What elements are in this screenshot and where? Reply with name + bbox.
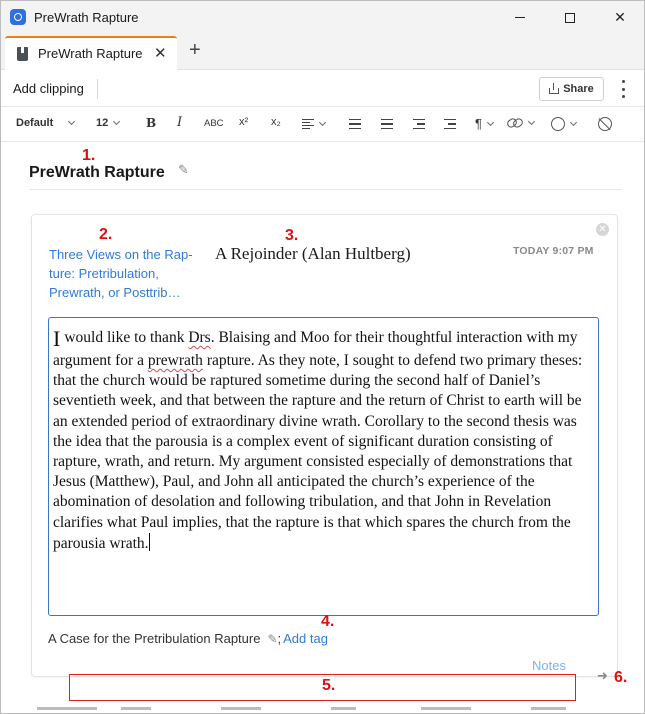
- tab-label: PreWrath Rapture: [38, 46, 143, 61]
- outdent-button[interactable]: [413, 119, 425, 129]
- font-size-value: 12: [96, 117, 109, 129]
- close-window-button[interactable]: [597, 1, 643, 34]
- share-icon: [549, 84, 559, 94]
- action-bar: [1, 71, 644, 107]
- misspelled-word[interactable]: prewrath: [147, 352, 203, 369]
- globe-icon: [551, 117, 565, 131]
- align-left-icon: [302, 119, 314, 129]
- drop-cap: I: [53, 326, 61, 351]
- clear-formatting-button[interactable]: [598, 117, 612, 131]
- window-title: PreWrath Rapture: [34, 10, 139, 25]
- indent-button[interactable]: [444, 119, 456, 129]
- clipping-body[interactable]: [53, 328, 592, 554]
- annotation-marker-4: 4.: [321, 613, 335, 630]
- bullet-list-button[interactable]: [349, 119, 361, 129]
- source-line: ture: Pretribulation,: [49, 266, 159, 281]
- superscript-button[interactable]: x²: [239, 116, 249, 128]
- format-toolbar: [1, 108, 644, 142]
- edit-pencil-icon[interactable]: ✎: [178, 162, 189, 177]
- annotation-marker-1: 1.: [82, 147, 96, 164]
- add-tag-link[interactable]: Add tag: [283, 631, 328, 646]
- annotation-marker-6: 6.: [614, 669, 628, 686]
- align-dropdown[interactable]: [302, 119, 325, 129]
- paragraph-dropdown[interactable]: [475, 116, 493, 131]
- clipping-source-link[interactable]: [49, 245, 204, 302]
- tab-prewrath-rapture[interactable]: [5, 36, 177, 70]
- misspelled-word[interactable]: Drs: [188, 329, 211, 346]
- next-content-preview: [1, 705, 644, 714]
- edit-tag-pencil-icon[interactable]: ✎: [267, 631, 278, 646]
- clipping-timestamp: TODAY 9:07 PM: [513, 245, 594, 257]
- remove-clipping-icon[interactable]: ✕: [596, 223, 609, 236]
- indent-icon: [444, 119, 456, 129]
- chevron-down-icon: [68, 118, 75, 125]
- title-bar: [1, 1, 644, 34]
- more-options-icon[interactable]: [617, 80, 629, 98]
- share-label: Share: [563, 83, 594, 95]
- minimize-button[interactable]: [497, 1, 543, 34]
- clear-format-icon: [598, 117, 612, 131]
- bold-button[interactable]: B: [146, 116, 157, 130]
- outdent-icon: [413, 119, 425, 129]
- minimize-icon: [515, 17, 525, 18]
- pilcrow-icon: ¶: [475, 116, 482, 131]
- annotation-marker-5: 5.: [322, 677, 336, 694]
- notes-link[interactable]: Notes: [532, 658, 566, 673]
- chevron-down-icon: [113, 118, 120, 125]
- tag-row: [48, 631, 328, 646]
- numbered-list-icon: [381, 119, 393, 129]
- tab-bar: [1, 34, 644, 70]
- font-size-dropdown[interactable]: [96, 117, 119, 129]
- style-value: Default: [16, 117, 54, 129]
- maximize-button[interactable]: [547, 1, 593, 34]
- notes-document-icon: [17, 47, 28, 61]
- language-dropdown[interactable]: [551, 117, 576, 131]
- text-cursor: [149, 533, 151, 551]
- chevron-down-icon: [319, 119, 326, 126]
- maximize-icon: [565, 13, 575, 23]
- subscript-button[interactable]: x₂: [271, 116, 281, 128]
- title-divider: [29, 189, 621, 190]
- source-line: Prewrath, or Posttrib…: [49, 285, 181, 300]
- source-line: Three Views on the Rap-: [49, 247, 193, 262]
- body-text: would like to thank: [64, 329, 189, 346]
- numbered-list-button[interactable]: [381, 119, 393, 129]
- tag-label[interactable]: A Case for the Pretribulation Rapture: [48, 631, 261, 646]
- chevron-down-icon: [570, 119, 577, 126]
- tab-close-icon[interactable]: ✕: [154, 45, 167, 62]
- jump-arrow-icon[interactable]: ➜: [597, 668, 608, 683]
- italic-button[interactable]: I: [177, 115, 183, 130]
- link-icon: [507, 118, 523, 128]
- clipping-heading: A Rejoinder (Alan Hultberg): [215, 244, 411, 263]
- style-dropdown[interactable]: [16, 117, 74, 129]
- small-caps-button[interactable]: ABC: [204, 118, 224, 129]
- share-button[interactable]: [539, 77, 604, 101]
- app-logo-icon: [10, 9, 26, 25]
- close-icon: ✕: [614, 9, 626, 25]
- clipping-text-editor[interactable]: [48, 317, 599, 616]
- body-text: rapture. As they note, I sought to defend two primary theses: that the church would be raptured sometime during the second half of Daniel’s seventieth week, and that between the rapture and the return of Christ to earth will be an extended period of extraordinary divine wrath. Corollary to the second thesis was the idea that the parousia is a complex event of significant duration consisting of rapture, wrath, and return. My argument consisted especially of demonstrations that Jesus (Matthew), Paul, and John all anticipated the church’s experience of the abomination of desolation and following tribulation, and that John in Revelation clarifies what Paul implies, that the rapture is that which spares the church from the parousia wrath.: [53, 352, 583, 552]
- annotation-marker-2: 2.: [99, 226, 113, 243]
- tag-separator: ;: [277, 631, 282, 646]
- bullet-list-icon: [349, 119, 361, 129]
- action-divider: [97, 79, 98, 99]
- chevron-down-icon: [528, 118, 535, 125]
- annotation-marker-3: 3.: [285, 227, 299, 244]
- new-tab-plus-icon[interactable]: +: [189, 39, 201, 61]
- document-title[interactable]: PreWrath Rapture: [29, 164, 165, 181]
- chevron-down-icon: [487, 118, 494, 125]
- body-text: . Blaising and Moo for their thoughtful interaction with my argument for a: [53, 329, 578, 369]
- add-clipping-button[interactable]: Add clipping: [13, 81, 84, 96]
- link-dropdown[interactable]: [507, 118, 534, 128]
